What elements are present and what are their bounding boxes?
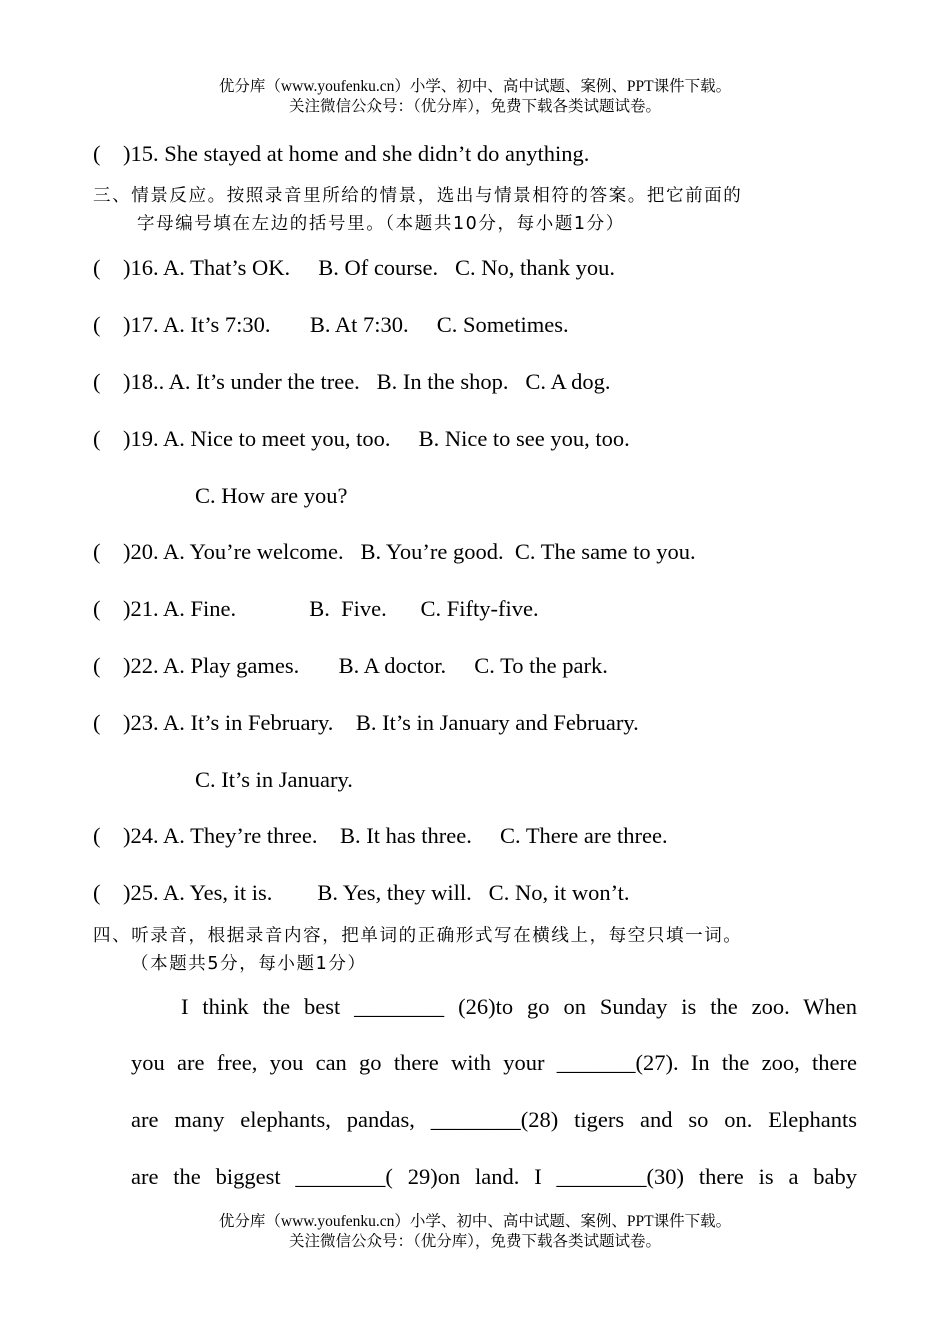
question-24: ( )24. A. They’re three. B. It has three. C. There are three. <box>93 823 668 848</box>
passage-line-3: are many elephants, pandas, ________(28) tigers and so on. Elephants <box>131 1107 857 1132</box>
question-19-option-c: C. How are you? <box>195 483 348 508</box>
page-footer <box>0 1212 950 1252</box>
question-18: ( )18.. A. It’s under the tree. B. In the shop. C. A dog. <box>93 369 611 394</box>
section-3-instruction-line-1: 三、情景反应。按照录音里所给的情景，选出与情景相符的答案。把它前面的 <box>93 186 743 206</box>
question-25: ( )25. A. Yes, it is. B. Yes, they will. C. No, it won’t. <box>93 880 630 905</box>
question-17: ( )17. A. It’s 7:30. B. At 7:30. C. Sometimes. <box>93 312 569 337</box>
passage-line-1: I think the best ________ (26)to go on Sunday is the zoo. When <box>181 994 857 1019</box>
question-22: ( )22. A. Play games. B. A doctor. C. To the park. <box>93 653 608 678</box>
section-4-instruction-line-2: （本题共5分，每小题1分） <box>131 954 367 974</box>
footer-line-2: 关注微信公众号：（优分库），免费下载各类试题试卷。 <box>288 1233 661 1250</box>
question-19: ( )19. A. Nice to meet you, too. B. Nice to see you, too. <box>93 426 630 451</box>
header-line-2: 关注微信公众号：（优分库），免费下载各类试题试卷。 <box>288 98 661 115</box>
page-header <box>0 77 950 117</box>
question-20: ( )20. A. You’re welcome. B. You’re good. C. The same to you. <box>93 539 696 564</box>
passage-line-2: you are free, you can go there with your _______(27). In the zoo, there <box>131 1050 857 1075</box>
section-3-instruction-line-2: 字母编号填在左边的括号里。（本题共10分，每小题1分） <box>137 214 625 234</box>
section-4-instruction-line-1: 四、听录音，根据录音内容，把单词的正确形式写在横线上，每空只填一词。 <box>93 926 743 946</box>
question-23-option-c: C. It’s in January. <box>195 767 353 792</box>
header-line-1: 优分库（www.youfenku.cn）小学、初中、高中试题、案例、PPT课件下载。 <box>218 78 732 95</box>
question-15: ( )15. She stayed at home and she didn’t do anything. <box>93 141 590 166</box>
question-23: ( )23. A. It’s in February. B. It’s in January and February. <box>93 710 639 735</box>
question-21: ( )21. A. Fine. B. Five. C. Fifty-five. <box>93 596 539 621</box>
passage-line-4: are the biggest ________( 29)on land. I ________(30) there is a baby <box>131 1164 857 1189</box>
question-16: ( )16. A. That’s OK. B. Of course. C. No, thank you. <box>93 255 616 280</box>
footer-line-1: 优分库（www.youfenku.cn）小学、初中、高中试题、案例、PPT课件下载。 <box>218 1213 732 1230</box>
